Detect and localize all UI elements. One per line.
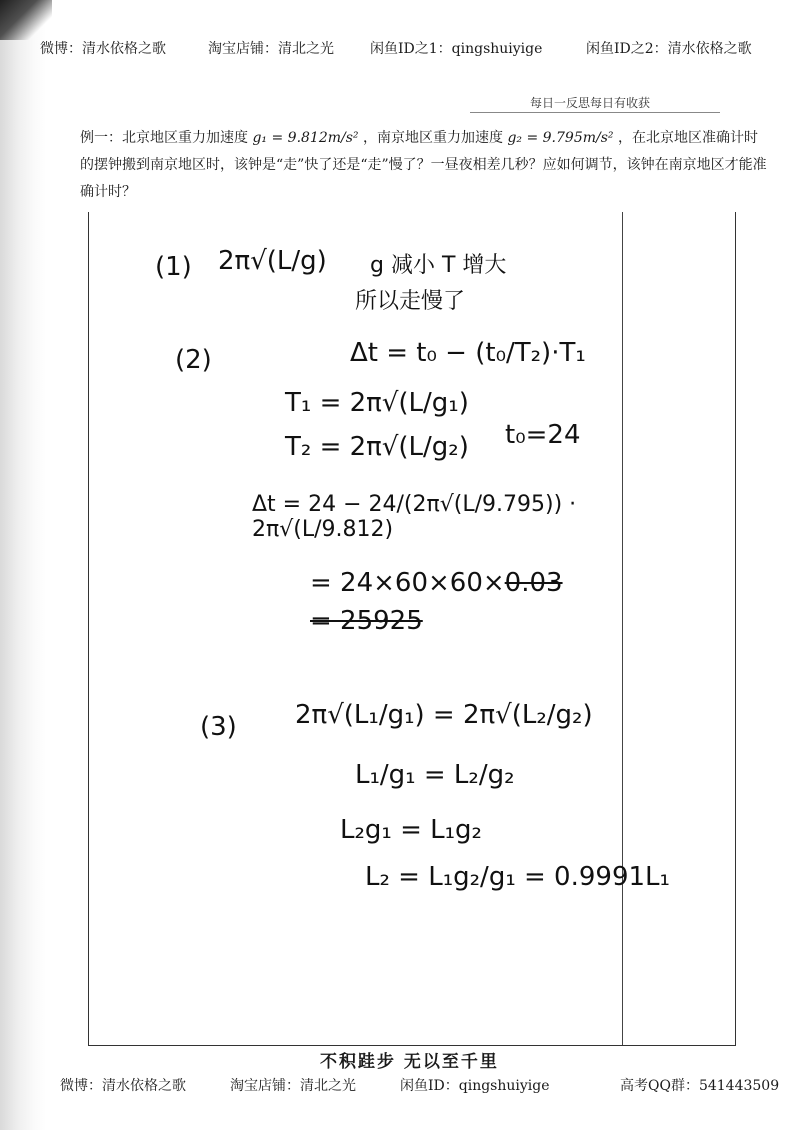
part2-line1: Δt = t₀ − (t₀/T₂)·T₁ [350, 338, 586, 368]
part1-text1: g 减小 T 增大 [370, 253, 507, 278]
scan-corner [0, 0, 52, 40]
header-xianyu1: 闲鱼ID之1：qingshuiyige [370, 41, 543, 57]
part1-text2: 所以走慢了 [355, 289, 466, 314]
header-xianyu2: 闲鱼ID之2：清水依格之歌 [586, 41, 752, 57]
question-part2: ，南京地区重力加速度 [362, 130, 503, 146]
footer-xianyu: 闲鱼ID：qingshuiyige [400, 1078, 550, 1094]
part3-line3: L₂g₁ = L₁g₂ [340, 815, 482, 845]
part2-line5-text: = 24×60×60× [310, 568, 505, 598]
part3-line1: 2π√(L₁/g₁) = 2π√(L₂/g₂) [295, 700, 593, 730]
scan-shadow [0, 0, 46, 1130]
part2-line2: T₁ = 2π√(L/g₁) [285, 388, 469, 418]
footer-weibo: 微博：清水依格之歌 [60, 1078, 186, 1094]
header-weibo: 微博：清水依格之歌 [40, 41, 166, 57]
part1-formula: 2π√(L/g) [218, 246, 327, 276]
part2-line4: Δt = 24 − 24/(2π√(L/9.795)) · 2π√(L/9.812) [252, 492, 577, 542]
part3-line4: L₂ = L₁g₂/g₁ = 0.9991L₁ [365, 862, 670, 892]
question-part3: ，在北京地区准确计时的摆钟搬到南京地区时，该钟是“走”快了还是“走”慢了？一昼夜相差几秒？应如何调节，该钟在南京地区才能准确计时？ [80, 130, 767, 200]
answer-margin-line [622, 212, 623, 1045]
part2-line3: T₂ = 2π√(L/g₂) [285, 432, 469, 462]
part2-line6: = 25925 [310, 606, 423, 636]
question-text [80, 125, 770, 206]
part2-label: (2) [175, 345, 212, 375]
page-header [40, 38, 780, 62]
question-part1: 例一：北京地区重力加速度 [80, 130, 248, 146]
sub-header-rule [470, 112, 720, 113]
part2-t0: t₀=24 [505, 420, 581, 450]
question-g2: g₂ = 9.795m/s² [507, 130, 614, 146]
part3-line2: L₁/g₁ = L₂/g₂ [355, 760, 515, 790]
footer-motto: 不积跬步 无以至千里 [320, 1052, 499, 1072]
footer-taobao: 淘宝店铺：清北之光 [230, 1078, 356, 1094]
part2-line5-struck: 0.03 [504, 568, 563, 598]
part1-label: (1) [155, 252, 192, 282]
page-footer [60, 1075, 780, 1097]
sub-header: 每日一反思每日有收获 [530, 96, 651, 110]
question-g1: g₁ = 9.812m/s² [252, 130, 359, 146]
part3-label: (3) [200, 712, 237, 742]
header-taobao: 淘宝店铺：清北之光 [208, 41, 334, 57]
part2-line5 [310, 568, 563, 598]
footer-qq: 高考QQ群：541443509 [620, 1078, 780, 1094]
